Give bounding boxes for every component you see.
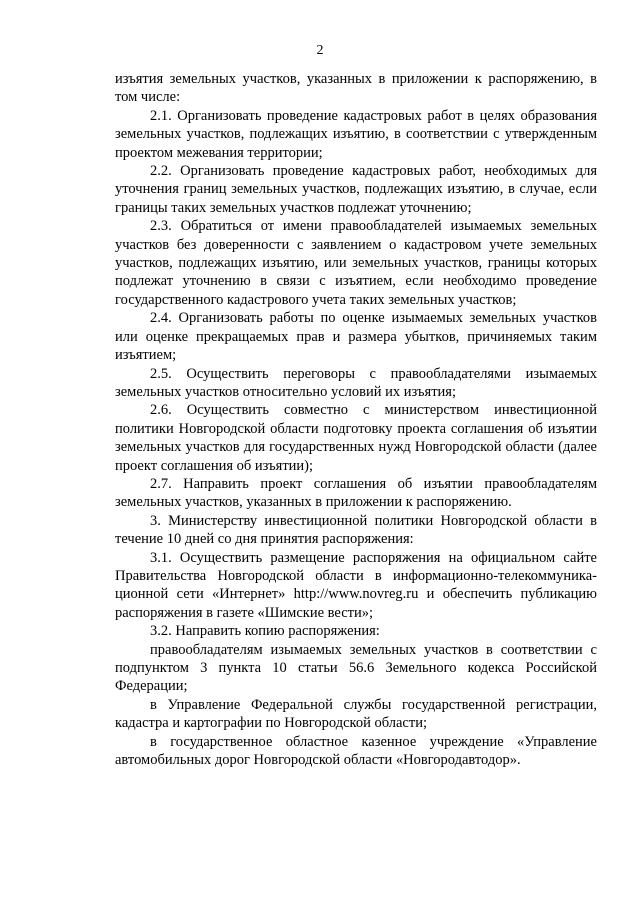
paragraph-2-2: 2.2. Организовать проведение кадастровых работ, необходимых для уточнения границ земельных участков, подлежащих изъятию, в случае, если границы таких земельных участков подлежат уточнению; xyxy=(115,163,597,216)
paragraph-2-4: 2.4. Организовать работы по оценке изымаемых земельных участков или оценке прекращаемых прав и размера убытков, причиняемых таким изъятием; xyxy=(115,310,597,364)
paragraph-3-1: 3.1. Осуществить размещение распоряжения на официальном сайте Правительства Новгородской области в информационно-телекоммуника-ционной сети «Интернет» http://www.novreg.ru и обеспечить публикацию распоряжения в газете «Шимские вести»; xyxy=(115,549,597,621)
document-body xyxy=(115,70,597,769)
paragraph-recipient-owners: правообладателям изымаемых земельных участков в соответствии с подпунктом 3 пункта 10 статьи 56.6 Земельного кодекса Российской Федерации; xyxy=(115,641,597,695)
paragraph-2-7: 2.7. Направить проект соглашения об изъятии правообладателям земельных участков, указанных в приложении к распоряжению. xyxy=(115,475,597,511)
paragraph-2-6: 2.6. Осуществить совместно с министерством инвестиционной политики Новгородской области подготовку проекта соглашения об изъятии земельных участков для государственных нужд Новгородской области (далее проект соглашения об изъятии); xyxy=(115,402,597,474)
paragraph-2-5: 2.5. Осуществить переговоры с правообладателями изымаемых земельных участков относительно условий их изъятия; xyxy=(115,365,597,400)
page-number: 2 xyxy=(316,43,324,58)
paragraph-recipient-rosreestr: в Управление Федеральной службы государственной регистрации, кадастра и картографии по Новгородской области; xyxy=(115,696,597,732)
paragraph-continuation: изъятия земельных участков, указанных в приложении к распоряжению, в том числе: xyxy=(115,71,597,106)
paragraph-3: 3. Министерству инвестиционной политики Новгородской области в течение 10 дней со дня принятия распоряжения: xyxy=(115,512,597,548)
paragraph-2-1: 2.1. Организовать проведение кадастровых работ в целях образования земельных участков, подлежащих изъятию, в соответствии с утвержденным проектом межевания территории; xyxy=(115,107,597,161)
paragraph-3-2: 3.2. Направить копию распоряжения: xyxy=(150,623,380,640)
paragraph-2-3: 2.3. Обратиться от имени правообладателей изымаемых земельных участков без доверенности с заявлением о кадастровом учете земельных участков, подлежащих изъятию, или земельных участков, границы которых подлежат уточнению в связи с изъятием, если необходимо проведение государственного кадастрового учета таких земельных участков; xyxy=(115,218,597,308)
paragraph-recipient-novgorodavtodor: в государственное областное казенное учреждение «Управление автомобильных дорог Новгородской области «Новгородавтодор». xyxy=(115,733,597,769)
